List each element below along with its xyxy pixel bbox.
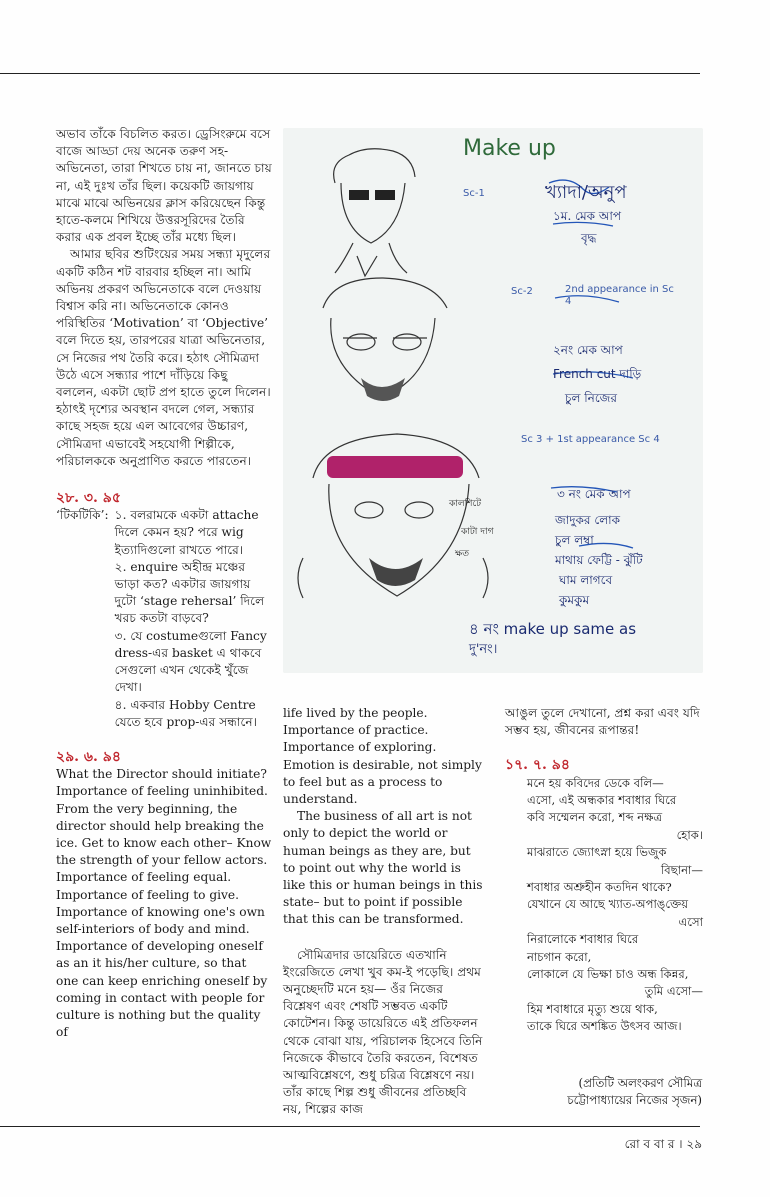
sketch-side-note-1: কালশিটে [449, 499, 482, 509]
poem [505, 775, 703, 1036]
col2-para-3: সৌমিত্রদার ডায়েরিতে এতখানি ইংরেজিতে লেখা খুব কম-ই পড়েছি। প্রথম অনুচ্ছেদটি মনে হয়— ওঁর নিজের বিশ্লেষণ এবং শেষটি সম্ভবত একটি কোটেশন। কিন্তু ডায়েরিতে এই প্রতিফলন থেকে বোঝা যায়, পরিচালক হিসেবে তিনি নিজেকে কীভাবে তৈরি করতেন, বিশেষত আত্মবিশ্লেষণে, শুধু চরিত্র বিশ্লেষণে নয়। তাঁর কাছে শিল্প শুধু জীবনের প্রতিচ্ছবি নয়, শিল্পের কাজ [283, 947, 483, 1117]
sketch-sc2-text: 2nd appearance in Sc 4 [565, 284, 674, 307]
page-footer: রো ব বা র । ২৯ [624, 1137, 702, 1151]
sketch-sc1: Sc-1 [463, 188, 485, 199]
col3-para-1: আঙুল তুলে দেখানো, প্রশ্ন করা এবং যদি সম্ভব হয়, জীবনের রূপান্তর! [505, 706, 700, 738]
tiktiki-list [109, 507, 272, 731]
sketch-line-3f: কুমকুম [559, 593, 590, 607]
tiktiki-item: ৩. যে costumeগুলো Fancy dress-এর basket এ থাকবে সেগুলো এখন থেকেই খুঁজে দেখা। [114, 628, 267, 695]
makeup-sketch-drawing [283, 128, 703, 673]
col2-para-2: The business of all art is not only to depict the world or human beings as they are, but to point out why the world is like this or human beings in this state– but to point if possible that this can be transformed. [283, 809, 483, 927]
column-1 [56, 126, 272, 1041]
poem-line: লোকালে যে ভিক্ষা চাও অন্ধ কিন্নর, [527, 967, 689, 982]
tiktiki-notes [56, 507, 272, 731]
column-3 [505, 705, 703, 1036]
sketch-bottom-note: ৪ নং make up same as [469, 620, 637, 638]
sketch-line-2b: French cut দাড়ি [553, 367, 642, 381]
col2-para-1: life lived by the people. Importance of practice. Importance of exploring. Emotion is desirable, not simply to feel but as a process to understand. [283, 706, 482, 807]
poem-line: তুমি এসো— [644, 984, 703, 999]
illustration-caption: (প্রতিটি অলংকরণ সৌমিত্র চট্টোপাধ্যায়ের নিজের সৃজন) [567, 1076, 702, 1107]
bottom-rule [0, 1126, 700, 1127]
tiktiki-item: ৪. একবার Hobby Centre যেতে হবে prop-এর সন্ধানে। [114, 697, 257, 729]
sketch-line-3: ৩ নং মেক আপ [557, 487, 631, 501]
sketch-line-3d: মাথায় ফেট্টি - ঝুঁটি [555, 553, 643, 567]
poem-line: শবাধার অশ্রুহীন কতদিন থাকে? [527, 880, 672, 895]
col1-para-2: আমার ছবির শুটিংয়ের সময় সন্ধ্যা মৃদুলের একটি কঠিন শট বারবার হচ্ছিল না। আমি অভিনয় প্রকরণ অভিনেতাকে বলে দেওয়ায় বিশ্বাস করি না। অভিনেতাকে কোনও পরিস্থিতির ‘Motivation’ বা ‘Objective’ বলে দিতে হয়, তারপরের যাত্রা অভিনেতার, সে নিজের পথ তৈরি করে। হঠাৎ সৌমিত্রদা উঠে এসে সন্ধ্যার পাশে দাঁড়িয়ে কিছু বললেন, একটা ছোট প্রপ হাতে তুলে দিলেন। হঠাৎই দৃশ্যের অবস্থান বদলে গেল, সন্ধ্যার কাছে সহজ হয়ে এল আবেগের উচ্চারণ, সৌমিত্রদা এভাবেই সহযোগী শিল্পীকে, পরিচালককে অনুপ্রাণিত করতে পারতেন। [56, 247, 271, 468]
sketch-bottom-note-2: দু'নং। [469, 642, 498, 657]
sketch-side-note-2: কাটা দাগ [461, 527, 494, 537]
sketch-line-3b: জাদুকর লোক [555, 513, 621, 527]
tiktiki-item: ১. বলরামকে একটা attache দিলে কেমন হয়? পরে wig ইত্যাদিগুলো রাখতে পারে। [114, 508, 259, 557]
poem-line: যেখানে যে আছে খ্যাত-অপাঙ্‌ক্তেয় [527, 897, 689, 912]
poem-line: মনে হয় কবিদের ডেকে বলি— [527, 775, 664, 790]
sketch-line-1: ১ম. মেক আপ [553, 209, 621, 223]
poem-line: এসো [678, 914, 703, 929]
sketch-sc1-text: খ্যাদা/অনুপ [545, 182, 627, 203]
sketch-title: Make up [463, 136, 556, 161]
col1-para-1: অভাব তাঁকে বিচলিত করত। ড্রেসিংরুমে বসে বাজে আড্ডা দেয় অনেক তরুণ সহ-অভিনেতা, তারা শিখতে চায় না, জানতে চায় না, এই দুঃখ তাঁর ছিল। কয়েকটি জায়গায় মাঝে মাঝে অভিনয়ের ক্লাস করিয়েছেন কিন্তু হাতে-কলমে শিখিয়ে উত্তরসূরিদের তৈরি করার এক প্রবল ইচ্ছে তাঁর মধ্যে ছিল। [56, 127, 272, 245]
sketch-sc2: Sc-2 [511, 286, 533, 297]
poem-line: এসো, এই অন্ধকার শবাধার ঘিরে [527, 793, 677, 808]
top-rule [0, 73, 700, 74]
date-heading-1: ২৮. ৩. ৯৫ [56, 490, 121, 507]
poem-line: নাচগান করো, [527, 949, 592, 964]
date-heading-3: ১৭. ৭. ৯৪ [505, 757, 570, 774]
poem-line: নিরালোকে শবাধার ঘিরে [527, 932, 639, 947]
tiktiki-item: ২. enquire অহীন্দ্র মঞ্চের ভাড়া কত? একটার জায়গায় দুটো ‘stage rehersal’ দিলে খরচ কতটা বাড়বে? [114, 559, 265, 626]
poem-line: কবি সম্মেলন করো, শব্দ নক্ষত্র [527, 810, 663, 825]
sketch-line-1b: বৃদ্ধ [581, 231, 597, 245]
column-2 [283, 705, 483, 1119]
poem-line: হিম শবাধারে মৃত্যু শুয়ে থাক, [527, 1001, 658, 1016]
sketch-line-2c: চুল নিজের [565, 391, 617, 405]
sketch-sc3: Sc 3 + 1st appearance Sc 4 [521, 434, 660, 445]
sketch-line-3c: চুল লম্বা [555, 533, 594, 547]
sketch-line-3e: ঘাম লাগবে [559, 573, 613, 587]
sketch-side-note-3: ক্ষত [455, 549, 470, 559]
date-heading-2: ২৯. ৬. ৯৪ [56, 748, 121, 765]
poem-line: মাঝরাতে জ্যোৎস্না হয়ে ভিজুক [527, 845, 667, 860]
tiktiki-label: ‘টিকটিকি’: [56, 508, 109, 523]
makeup-sketch-photo [283, 128, 703, 673]
poem-line: তাকে ঘিরে অশঙ্কিত উৎসব আজ। [527, 1019, 682, 1034]
col1-english: What the Director should initiate? Importance of feeling uninhibited. From the very beginning, the director should help breaking the ice. Get to know each other– Know the strength of your fellow actors. Importance of feeling equal. Importance of feeling to give. Importance of knowing one's own self-interiors of body and mind. Importance of developing oneself as an it his/her culture, so that one can keep enriching oneself by coming in contact with people for culture is nothing but the quality of [56, 767, 272, 1040]
poem-line: বিছানা— [660, 862, 703, 877]
poem-line: হোক। [676, 827, 703, 842]
sketch-line-2: ২নং মেক আপ [553, 343, 623, 357]
